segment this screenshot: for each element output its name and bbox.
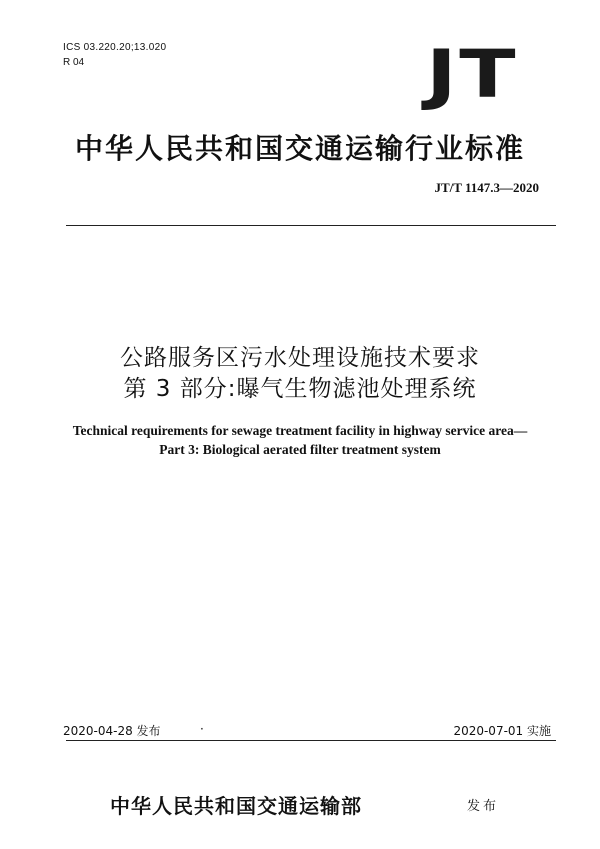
cn-title-line2: 第 3 部分:曝气生物滤池处理系统 — [123, 376, 477, 402]
ics-code: ICS 03.220.20;13.020 — [63, 42, 167, 53]
en-title-line1: Technical requirements for sewage treatment facility in highway service area— — [72, 423, 528, 438]
header-divider — [66, 225, 556, 226]
implementation-date: 2020-07-01 实施 — [453, 724, 551, 738]
classification-code: R 04 — [63, 57, 85, 68]
jt-logo — [395, 36, 550, 113]
jt-logo-text: JT — [426, 36, 518, 113]
standard-title: 中华人民共和国交通运输行业标准 — [74, 132, 525, 165]
en-title-line2: Part 3: Biological aerated filter treatment system — [159, 442, 441, 457]
footer-divider — [66, 740, 556, 741]
issue-label: 发布 — [467, 799, 500, 814]
cn-title-line1: 公路服务区污水处理设施技术要求 — [120, 345, 480, 371]
date-separator: · — [200, 722, 204, 736]
issuing-authority: 中华人民共和国交通运输部 — [110, 794, 362, 818]
standard-number: JT/T 1147.3—2020 — [434, 180, 539, 195]
publish-date: 2020-04-28 发布 — [63, 724, 161, 738]
